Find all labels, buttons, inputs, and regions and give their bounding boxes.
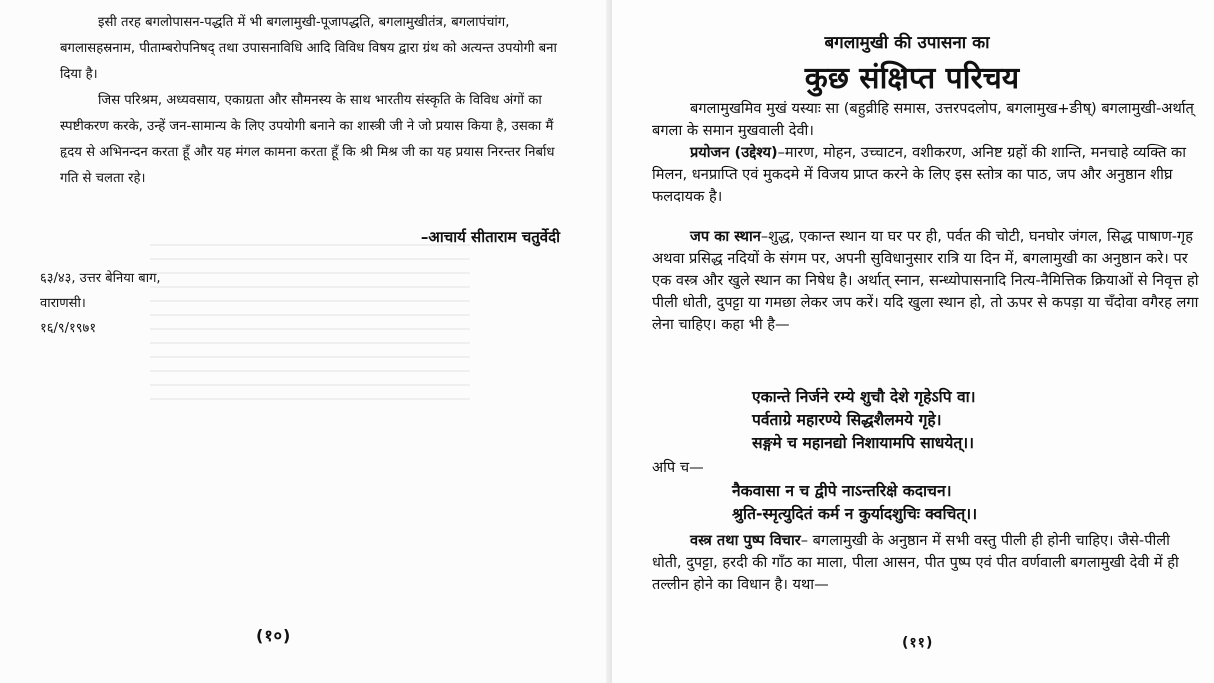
cloth-paragraph xyxy=(652,530,1202,596)
page-number-right: (११) xyxy=(902,635,934,651)
intro-and-purpose xyxy=(652,98,1202,208)
purpose-label: प्रयोजन (उद्देश्य) xyxy=(690,144,778,161)
place-label: जप का स्थान xyxy=(690,228,761,245)
cloth-text: – बगलामुखी के अनुष्ठान में सभी वस्तु पीली ही होनी चाहिए। जैसे-पीली धोती, दुपट्टा, हरदी की गाँठ का माला, पीला आसन, पीत पुष्प एवं पीत वर्णवाली बगलामुखी देवी में ही तल्लीन होने का विधान है। यथा— xyxy=(652,532,1179,593)
address-block xyxy=(40,266,161,341)
chapter-subtitle: बगलामुखी की उपासना का xyxy=(824,33,990,53)
chapter-title: कुछ संक्षिप्त परिचय xyxy=(804,61,1020,96)
page-number-left: (१०) xyxy=(256,626,292,645)
purpose-text: –मारण, मोहन, उच्चाटन, वशीकरण, अनिष्ट ग्रहों की शान्ति, मनचाहे व्यक्ति का मिलन, धनप्राप्ति एवं मुकदमे में विजय प्राप्त करने के लिए इस स्तोत्र का पाठ, जप और अनुष्ठान शीघ्र फलदायक है। xyxy=(652,144,1187,205)
right-page xyxy=(612,0,1214,683)
intro-text: बगलामुखमिव मुखं यस्याः सा (बहुव्रीहि समास, उत्तरपदलोप, बगलामुख+ङीष्) बगलामुखी-अर्थात् बगला के समान मुखवाली देवी। xyxy=(652,100,1194,139)
verse-line: एकान्ते निर्जने रम्ये शुचौ देशे गृहेऽपि वा। xyxy=(752,388,976,406)
bleed-through-shadow xyxy=(150,240,470,400)
verse-line: सङ्गमे च महानद्यो निशायामपि साधयेत्।। xyxy=(752,434,975,452)
verse-line: नैकवासा न च द्वीपे नाऽन्तरिक्षे कदाचन। xyxy=(732,482,952,500)
left-paragraph-2: जिस परिश्रम, अध्यवसाय, एकाग्रता और सौमनस्य के साथ भारतीय संस्कृति के विविध अंगों का स्पष्टीकरण करके, उन्हें जन-सामान्य के लिए उपयोगी बनाने का शास्त्री जी ने जो प्रयास किया है, उसका मैं हृदय से अभिनन्दन करता हूँ और यह मंगल कामना करता हूँ कि श्री मिश्र जी का यह प्रयास निरन्तर निर्बाध गति से चलता रहे। xyxy=(60,93,555,186)
address-date: १६/९/१९७१ xyxy=(40,321,97,336)
verse-line: श्रुति-स्मृत्युदितं कर्म न कुर्यादशुचिः क्वचित्।। xyxy=(732,505,978,523)
cloth-label: वस्त्र तथा पुष्प विचार xyxy=(690,532,801,549)
signature: –आचार्य सीताराम चतुर्वेदी xyxy=(420,228,560,246)
verse-line: पर्वताग्रे महारण्ये सिद्धशैलमये गृहे। xyxy=(752,411,942,429)
api-cha-label: अपि च— xyxy=(652,459,704,476)
verse-block-2 xyxy=(732,480,977,526)
place-text: –शुद्ध, एकान्त स्थान या घर पर ही, पर्वत की चोटी, घनघोर जंगल, सिद्ध पाषाण-गृह अथवा प्रसिद्ध नदियों के संगम पर, अपनी सुविधानुसार रात्रि या दिन में, बगलामुखी का अनुष्ठान करे। पर एक वस्त्र और खुले स्थान का निषेध है। अर्थात् स्नान, सन्ध्योपासनादि नित्य-नैमित्तिक क्रियाओं से निवृत्त हो पीली धोती, दुपट्टा या गमछा लेकर जप करें। यदि खुला स्थान हो, तो ऊपर से कपड़ा या चँदोवा वगैरह लगा लेना चाहिए। कहा भी है— xyxy=(652,228,1199,333)
verse-block-1 xyxy=(752,386,976,455)
address-line: वाराणसी। xyxy=(40,296,86,311)
address-line: ६३/४३, उत्तर बेनिया बाग, xyxy=(40,271,161,286)
left-paragraph-1: इसी तरह बगलोपासन-पद्धति में भी बगलामुखी-पूजापद्धति, बगलामुखीतंत्र, बगलापंचांग, बगलासहस्रनाम, पीताम्बरोपनिषद् तथा उपासनाविधि आदि विविध विषय द्वारा ग्रंथ को अत्यन्त उपयोगी बना दिया है। xyxy=(60,15,557,82)
place-paragraph xyxy=(652,226,1202,336)
